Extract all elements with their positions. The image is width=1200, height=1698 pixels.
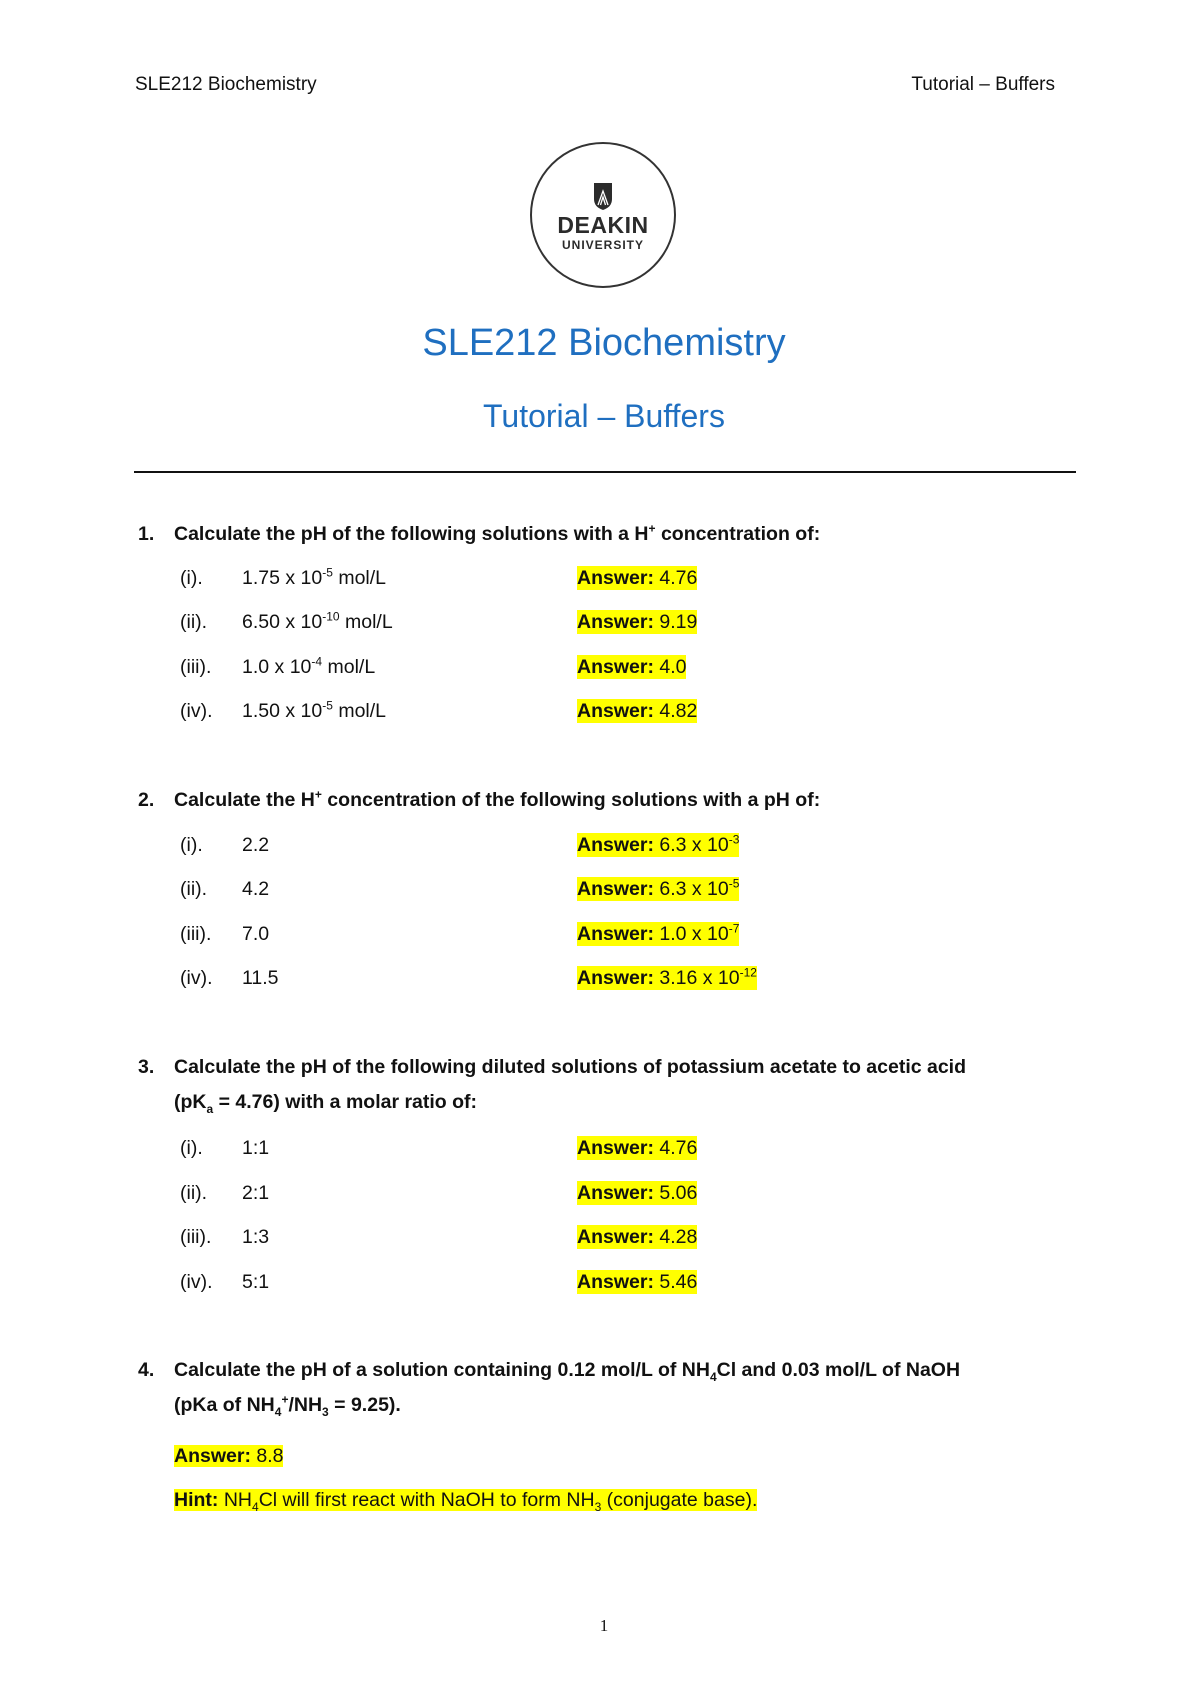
item-label: (ii). [180,878,208,900]
item-value: 4.2 [242,878,270,900]
running-header-topic: Tutorial – Buffers [911,74,1055,95]
running-header-course: SLE212 Biochemistry [135,74,317,95]
question-number: 2. [138,789,155,811]
item-value: 1.50 x $10^{-5}$ mol/L [242,698,387,722]
logo-text-deakin: DEAKIN [557,211,649,238]
item-answer: Answer: 3.16 x $10^{-12}$ [577,965,757,989]
question-number: 3. [138,1056,155,1078]
item-label: (ii). [180,1182,208,1204]
item-answer: Answer: 1.0 x $10^{-7}$ [577,921,740,945]
item-answer: Answer: 5.46 [577,1271,698,1293]
page-number: 1 [599,1616,609,1635]
question-4-hint: Hint: $NH_4Cl$ will first react with NaOH to form $NH_3$ (conjugate base). [174,1489,758,1514]
item-answer: Answer: 5.06 [577,1182,698,1204]
item-label: (iii). [180,923,212,945]
item-value: 7.0 [242,923,270,945]
item-value: 1.75 x $10^{-5}$ mol/L [242,565,387,589]
item-value: 2:1 [242,1182,270,1204]
document-title: SLE212 Biochemistry [422,322,786,364]
item-value: 5:1 [242,1271,270,1293]
item-value: 1.0 x $10^{-4}$ mol/L [242,654,376,678]
title-divider [134,471,1076,473]
item-value: 1:1 [242,1137,270,1159]
item-label: (iv). [180,967,213,989]
item-answer: Answer: 6.3 x $10^{-5}$ [577,876,740,900]
question-text: Calculate the pH of the following solutions with a H+ concentration of: [174,521,821,545]
item-answer: Answer: 9.19 [577,611,698,633]
item-answer: Answer: 4.76 [577,567,698,589]
item-answer: Answer: 4.76 [577,1137,698,1159]
logo-text-university: UNIVERSITY [561,237,644,252]
question-4-answer: Answer: 8.8 [174,1445,284,1467]
item-value: 11.5 [242,967,279,989]
item-answer: Answer: 4.82 [577,700,698,722]
item-label: (iv). [180,1271,213,1293]
question-text: Calculate the H+ concentration of the following solutions with a pH of: [174,787,821,811]
item-label: (iii). [180,656,212,678]
item-value: 6.50 x $10^{-10}$ mol/L [242,609,393,633]
item-answer: Answer: 4.0 [577,656,687,678]
item-label: (iii). [180,1226,212,1248]
deakin-shield-icon [588,181,618,211]
item-value: 2.2 [242,834,270,856]
question-number: 1. [138,523,155,545]
item-label: (iv). [180,700,213,722]
question-text: Calculate the pH of a solution containing 0.12 mol/L of $NH_4Cl$ and 0.03 mol/L of NaOH (pKa of $NH_4^+/NH_3 = 9.25$). [174,1359,961,1419]
item-answer: Answer: 4.28 [577,1226,698,1248]
item-label: (ii). [180,611,208,633]
question-number: 4. [138,1359,155,1381]
item-value: 1:3 [242,1226,270,1248]
document-subtitle: Tutorial – Buffers [483,398,725,434]
item-answer: Answer: 6.3 x $10^{-3}$ [577,832,740,856]
item-label: (i). [180,1137,203,1159]
question-text: Calculate the pH of the following diluted solutions of potassium acetate to acetic acid $(pK_a = 4.76)$ with a molar ratio of: [174,1056,967,1116]
deakin-university-logo [530,142,676,288]
item-label: (i). [180,834,203,856]
item-label: (i). [180,567,203,589]
